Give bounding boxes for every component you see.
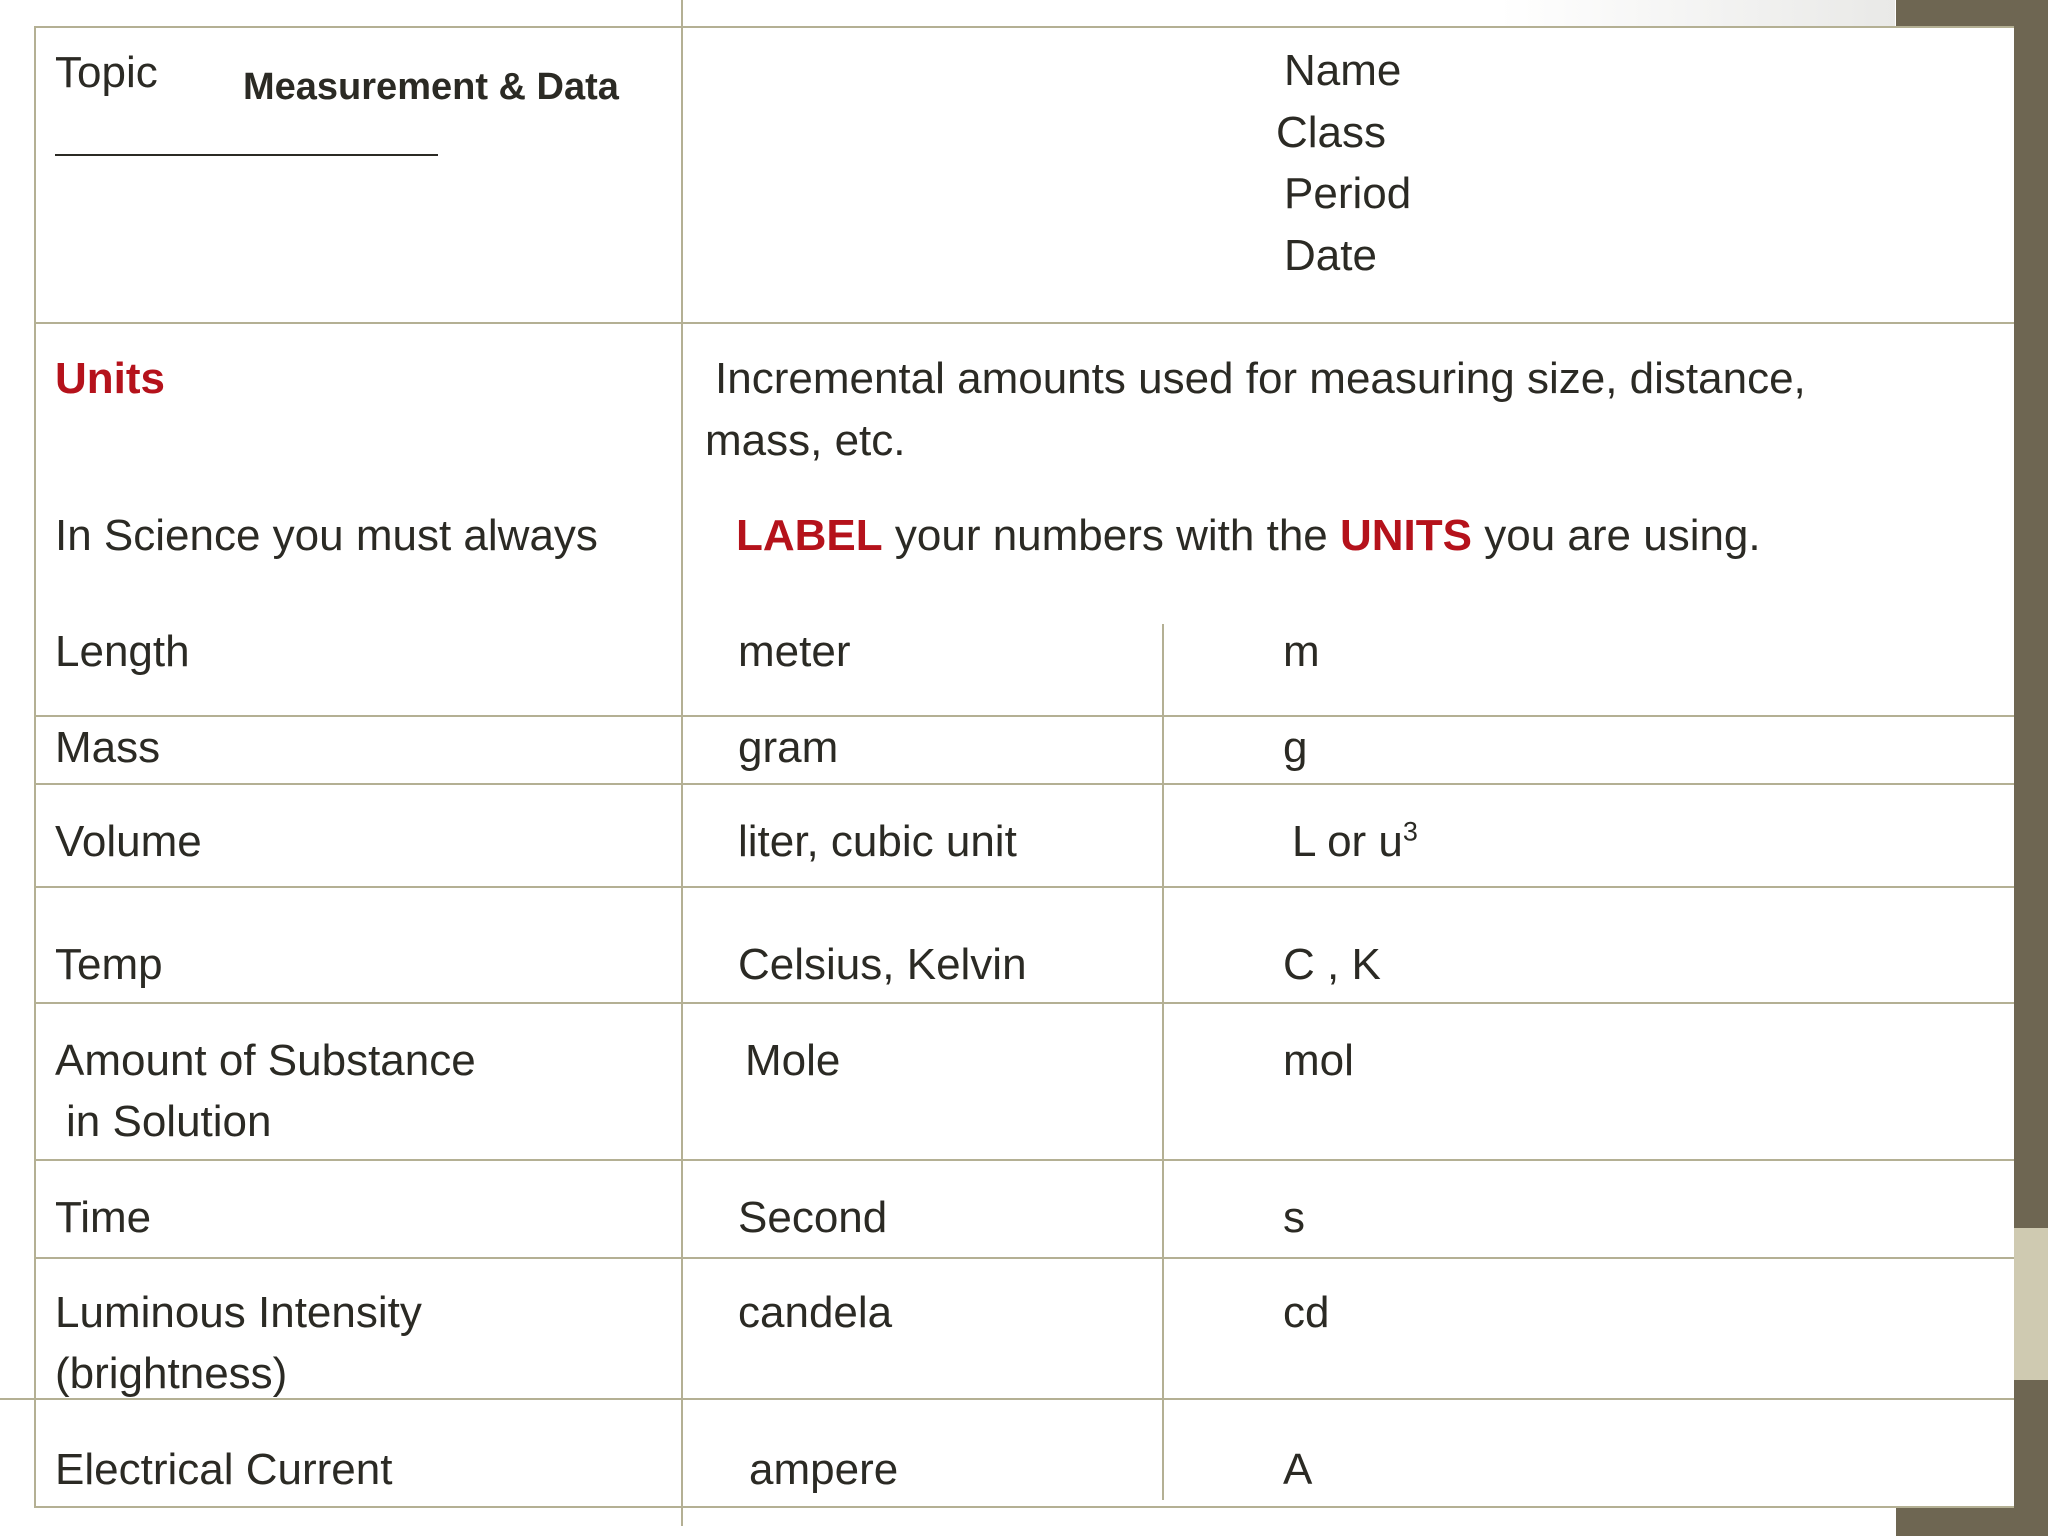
symbol-temp: C , K <box>1283 940 1381 989</box>
symbol-length: m <box>1283 627 1320 676</box>
row-divider-time <box>34 1159 2014 1161</box>
symbol-volume <box>1292 811 1418 872</box>
row-divider-current <box>0 1398 2014 1400</box>
unit-amount: Mole <box>745 1036 841 1085</box>
quantity-luminous-line1: Luminous Intensity <box>55 1288 422 1337</box>
symbol-volume-text: L or u <box>1292 817 1403 866</box>
date-label: Date <box>1284 231 1377 280</box>
rule-label-word: LABEL <box>736 511 883 560</box>
quantity-amount-line2: in Solution <box>66 1097 272 1146</box>
quantity-length: Length <box>55 627 190 676</box>
row-divider-luminous <box>34 1257 2014 1259</box>
class-label: Class <box>1276 108 1387 157</box>
unit-length: meter <box>738 627 851 676</box>
topic-value: Measurement & Data <box>243 66 619 108</box>
row-divider-temp <box>34 886 2014 888</box>
quantity-mass: Mass <box>55 723 161 772</box>
topic-label: Topic <box>55 48 158 97</box>
unit-mass: gram <box>738 723 839 772</box>
row-divider-volume <box>34 783 2014 785</box>
rule-middle: your numbers with the <box>894 511 1328 560</box>
quantity-current: Electrical Current <box>55 1445 393 1494</box>
units-definition-line2: mass, etc. <box>705 416 906 465</box>
symbol-luminous: cd <box>1283 1288 1330 1337</box>
units-heading: Units <box>55 354 165 403</box>
symbol-time: s <box>1283 1193 1305 1242</box>
quantity-volume: Volume <box>55 817 202 866</box>
right-band-accent <box>2014 1228 2048 1380</box>
quantity-luminous-line2: (brightness) <box>55 1349 288 1398</box>
row-divider-mass <box>34 715 2014 717</box>
name-label: Name <box>1284 46 1402 95</box>
column-divider-2 <box>1162 624 1164 1500</box>
unit-time: Second <box>738 1193 888 1242</box>
unit-luminous: candela <box>738 1288 893 1337</box>
unit-current: ampere <box>749 1445 899 1494</box>
column-divider-1 <box>681 0 683 1526</box>
unit-temp: Celsius, Kelvin <box>738 940 1027 989</box>
rule-units-word: UNITS <box>1340 511 1472 560</box>
symbol-volume-superscript: 3 <box>1402 816 1418 847</box>
rule-suffix: you are using. <box>1484 511 1761 560</box>
units-definition-line1: Incremental amounts used for measuring size, distance, <box>715 354 1806 403</box>
top-gradient-strip <box>1500 0 1895 26</box>
period-label: Period <box>1284 169 1412 218</box>
symbol-current: A <box>1283 1445 1313 1494</box>
quantity-temp: Temp <box>55 940 163 989</box>
quantity-amount-line1: Amount of Substance <box>55 1036 476 1085</box>
symbol-amount: mol <box>1283 1036 1354 1085</box>
quantity-time: Time <box>55 1193 152 1242</box>
unit-volume: liter, cubic unit <box>738 817 1017 866</box>
rule-sentence <box>736 505 1761 566</box>
rule-prefix: In Science you must always <box>55 511 598 560</box>
row-divider-amount <box>34 1002 2014 1004</box>
symbol-mass: g <box>1283 723 1308 772</box>
row-divider-header <box>34 322 2014 324</box>
topic-blank-line <box>55 154 438 156</box>
